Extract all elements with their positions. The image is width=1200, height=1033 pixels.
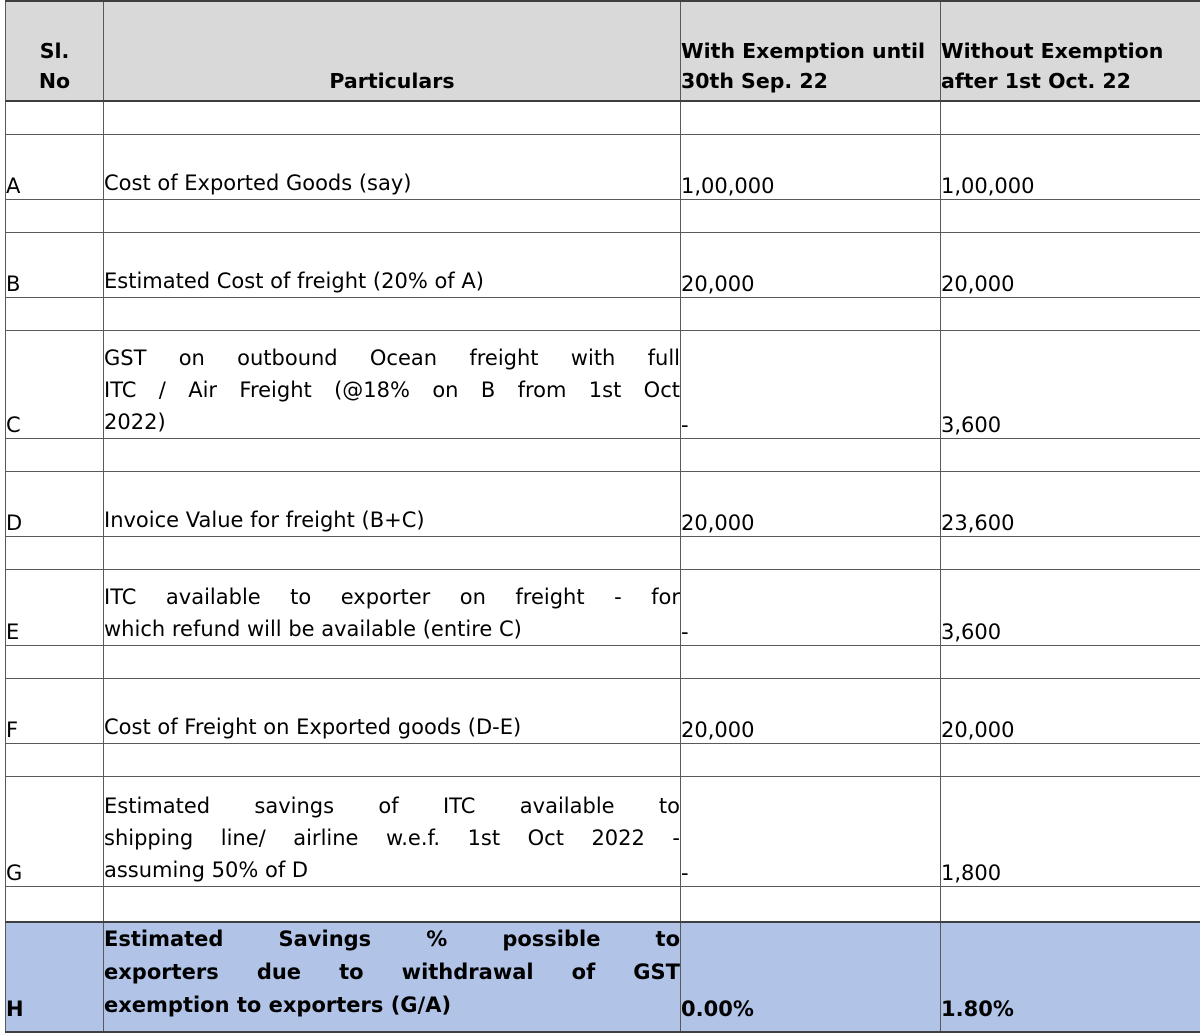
spacer-cell-particulars bbox=[104, 886, 681, 922]
spacer-cell-with bbox=[681, 645, 941, 678]
spacer-cell-with bbox=[681, 536, 941, 569]
spacer-cell-without bbox=[941, 438, 1200, 471]
row-particulars: Cost of Exported Goods (say) bbox=[104, 134, 681, 199]
row-without-exemption-value: 1,800 bbox=[941, 776, 1200, 886]
row-with-exemption-value: - bbox=[681, 776, 941, 886]
row-particulars-line: exemption to exporters (G/A) bbox=[104, 989, 680, 1022]
row-particulars-line: Estimated savings of ITC available to bbox=[104, 790, 680, 822]
table-row bbox=[6, 232, 1200, 297]
row-sl-no: E bbox=[6, 569, 104, 645]
row-particulars-line: assuming 50% of D bbox=[104, 854, 680, 886]
row-with-exemption-value: - bbox=[681, 569, 941, 645]
spacer-cell-particulars bbox=[104, 438, 681, 471]
row-with-exemption-value: 20,000 bbox=[681, 678, 941, 743]
row-with-exemption-value: - bbox=[681, 330, 941, 438]
spacer-row bbox=[6, 199, 1200, 232]
column-header-without-exemption: Without Exemption after 1st Oct. 22 bbox=[941, 1, 1200, 101]
table-row-total bbox=[6, 922, 1200, 1032]
spacer-cell-sl bbox=[6, 438, 104, 471]
spacer-cell-with bbox=[681, 199, 941, 232]
spacer-cell-particulars bbox=[104, 536, 681, 569]
row-without-exemption-value: 20,000 bbox=[941, 232, 1200, 297]
spacer-row bbox=[6, 743, 1200, 776]
row-particulars bbox=[104, 776, 681, 886]
column-header-sl-no-line1: Sl. bbox=[6, 36, 103, 66]
row-particulars-line: Estimated Savings % possible to bbox=[104, 923, 680, 956]
row-particulars: Invoice Value for freight (B+C) bbox=[104, 471, 681, 536]
column-header-sl-no-line2: No bbox=[6, 66, 103, 96]
spacer-row bbox=[6, 101, 1200, 134]
spacer-cell-sl bbox=[6, 199, 104, 232]
row-sl-no: G bbox=[6, 776, 104, 886]
row-with-exemption-value: 1,00,000 bbox=[681, 134, 941, 199]
table-row bbox=[6, 134, 1200, 199]
row-particulars: Cost of Freight on Exported goods (D-E) bbox=[104, 678, 681, 743]
row-particulars bbox=[104, 569, 681, 645]
spacer-cell-without bbox=[941, 101, 1200, 134]
column-header-particulars: Particulars bbox=[104, 1, 681, 101]
row-without-exemption-value: 1.80% bbox=[941, 922, 1200, 1032]
row-without-exemption-value: 3,600 bbox=[941, 330, 1200, 438]
spacer-cell-without bbox=[941, 886, 1200, 922]
spacer-row bbox=[6, 645, 1200, 678]
spacer-row bbox=[6, 536, 1200, 569]
row-sl-no: C bbox=[6, 330, 104, 438]
row-with-exemption-value: 0.00% bbox=[681, 922, 941, 1032]
spacer-cell-sl bbox=[6, 743, 104, 776]
row-particulars: Estimated Cost of freight (20% of A) bbox=[104, 232, 681, 297]
spacer-row bbox=[6, 297, 1200, 330]
row-with-exemption-value: 20,000 bbox=[681, 471, 941, 536]
table-row bbox=[6, 330, 1200, 438]
row-particulars-line: GST on outbound Ocean freight with full bbox=[104, 342, 680, 374]
row-without-exemption-value: 23,600 bbox=[941, 471, 1200, 536]
row-without-exemption-value: 3,600 bbox=[941, 569, 1200, 645]
spacer-cell-with bbox=[681, 743, 941, 776]
row-sl-no: B bbox=[6, 232, 104, 297]
spacer-cell-with bbox=[681, 438, 941, 471]
spacer-cell-without bbox=[941, 536, 1200, 569]
spacer-cell-without bbox=[941, 297, 1200, 330]
spacer-cell-particulars bbox=[104, 297, 681, 330]
row-without-exemption-value: 20,000 bbox=[941, 678, 1200, 743]
header-row bbox=[6, 1, 1200, 101]
row-without-exemption-value: 1,00,000 bbox=[941, 134, 1200, 199]
table-body bbox=[6, 101, 1200, 1032]
spacer-cell-sl bbox=[6, 536, 104, 569]
table-header bbox=[6, 1, 1200, 101]
row-sl-no: D bbox=[6, 471, 104, 536]
spacer-cell-sl bbox=[6, 297, 104, 330]
spacer-cell-without bbox=[941, 199, 1200, 232]
table-row bbox=[6, 471, 1200, 536]
spacer-cell-sl bbox=[6, 101, 104, 134]
spacer-cell-with bbox=[681, 101, 941, 134]
spacer-cell-with bbox=[681, 886, 941, 922]
row-particulars bbox=[104, 330, 681, 438]
row-sl-no: H bbox=[6, 922, 104, 1032]
spacer-cell-sl bbox=[6, 886, 104, 922]
gst-savings-table bbox=[5, 0, 1200, 1033]
table-row bbox=[6, 678, 1200, 743]
row-particulars-line: exporters due to withdrawal of GST bbox=[104, 956, 680, 989]
row-particulars-line: ITC available to exporter on freight - for bbox=[104, 581, 680, 613]
row-sl-no: A bbox=[6, 134, 104, 199]
table-row bbox=[6, 776, 1200, 886]
spacer-cell-with bbox=[681, 297, 941, 330]
spacer-cell-particulars bbox=[104, 645, 681, 678]
column-header-with-exemption: With Exemption until 30th Sep. 22 bbox=[681, 1, 941, 101]
spacer-cell-particulars bbox=[104, 199, 681, 232]
spacer-cell-sl bbox=[6, 645, 104, 678]
spacer-cell-particulars bbox=[104, 743, 681, 776]
row-particulars-line: ITC / Air Freight (@18% on B from 1st Oct bbox=[104, 374, 680, 406]
column-header-sl-no bbox=[6, 1, 104, 101]
spacer-row bbox=[6, 438, 1200, 471]
table-row bbox=[6, 569, 1200, 645]
row-particulars-line: 2022) bbox=[104, 406, 680, 438]
row-particulars bbox=[104, 922, 681, 1032]
spacer-cell-without bbox=[941, 645, 1200, 678]
spacer-cell-particulars bbox=[104, 101, 681, 134]
spacer-row bbox=[6, 886, 1200, 922]
row-particulars-line: shipping line/ airline w.e.f. 1st Oct 2022 - bbox=[104, 822, 680, 854]
spacer-cell-without bbox=[941, 743, 1200, 776]
row-with-exemption-value: 20,000 bbox=[681, 232, 941, 297]
row-sl-no: F bbox=[6, 678, 104, 743]
row-particulars-line: which refund will be available (entire C) bbox=[104, 613, 680, 645]
